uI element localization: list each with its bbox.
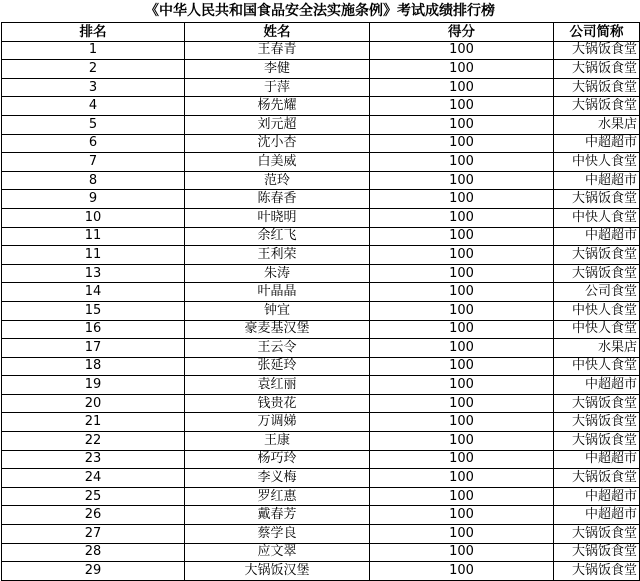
company-cell: 大锅饭食堂: [554, 41, 640, 60]
score-cell: 100: [370, 320, 554, 339]
score-cell: 100: [370, 134, 554, 153]
company-cell: 大锅饭食堂: [554, 562, 640, 581]
name-cell: 钱贵花: [185, 394, 370, 413]
company-cell: 大锅饭食堂: [554, 97, 640, 116]
company-cell: 中超超市: [554, 227, 640, 246]
score-cell: 100: [370, 97, 554, 116]
name-cell: 万调娣: [185, 413, 370, 432]
score-cell: 100: [370, 450, 554, 469]
score-cell: 100: [370, 301, 554, 320]
table-row: [2, 97, 640, 116]
company-cell: 大锅饭食堂: [554, 394, 640, 413]
name-cell: 叶晓明: [185, 208, 370, 227]
score-cell: 100: [370, 413, 554, 432]
company-cell: 大锅饭食堂: [554, 432, 640, 451]
score-cell: 100: [370, 227, 554, 246]
score-cell: 100: [370, 246, 554, 265]
rank-cell: 27: [2, 525, 185, 544]
table-row: [2, 115, 640, 134]
score-cell: 100: [370, 487, 554, 506]
name-cell: 杨巧玲: [185, 450, 370, 469]
rank-cell: 22: [2, 432, 185, 451]
name-cell: 蔡学良: [185, 525, 370, 544]
score-cell: 100: [370, 394, 554, 413]
score-cell: 100: [370, 525, 554, 544]
header-rank: 排名: [2, 23, 185, 42]
company-cell: 大锅饭食堂: [554, 60, 640, 79]
score-cell: 100: [370, 562, 554, 581]
company-cell: 大锅饭食堂: [554, 543, 640, 562]
table-row: [2, 469, 640, 488]
table-row: [2, 153, 640, 172]
table-row: [2, 190, 640, 209]
table-row: [2, 208, 640, 227]
header-score: 得分: [370, 23, 554, 42]
rank-cell: 10: [2, 208, 185, 227]
name-cell: 王利荣: [185, 246, 370, 265]
score-cell: 100: [370, 264, 554, 283]
table-row: [2, 171, 640, 190]
score-cell: 100: [370, 115, 554, 134]
rank-cell: 25: [2, 487, 185, 506]
table-row: [2, 506, 640, 525]
table-row: [2, 543, 640, 562]
rank-cell: 7: [2, 153, 185, 172]
score-cell: 100: [370, 432, 554, 451]
rank-cell: 9: [2, 190, 185, 209]
name-cell: 王春青: [185, 41, 370, 60]
header-company: 公司简称: [554, 23, 640, 42]
company-cell: 中快人食堂: [554, 357, 640, 376]
rank-cell: 13: [2, 264, 185, 283]
rank-cell: 24: [2, 469, 185, 488]
company-cell: 大锅饭食堂: [554, 469, 640, 488]
rank-cell: 29: [2, 562, 185, 581]
name-cell: 张延玲: [185, 357, 370, 376]
score-cell: 100: [370, 208, 554, 227]
ranking-table: [1, 22, 640, 581]
company-cell: 中快人食堂: [554, 301, 640, 320]
rank-cell: 6: [2, 134, 185, 153]
score-cell: 100: [370, 506, 554, 525]
table-row: [2, 60, 640, 79]
name-cell: 王康: [185, 432, 370, 451]
header-name: 姓名: [185, 23, 370, 42]
company-cell: 大锅饭食堂: [554, 190, 640, 209]
table-row: [2, 487, 640, 506]
rank-cell: 21: [2, 413, 185, 432]
table-row: [2, 134, 640, 153]
company-cell: 中超超市: [554, 487, 640, 506]
name-cell: 李健: [185, 60, 370, 79]
rank-cell: 3: [2, 78, 185, 97]
table-row: [2, 264, 640, 283]
table-row: [2, 301, 640, 320]
name-cell: 叶晶晶: [185, 283, 370, 302]
score-cell: 100: [370, 283, 554, 302]
score-cell: 100: [370, 153, 554, 172]
score-cell: 100: [370, 357, 554, 376]
rank-cell: 14: [2, 283, 185, 302]
company-cell: 中超超市: [554, 376, 640, 395]
table-row: [2, 339, 640, 358]
name-cell: 大锅饭汉堡: [185, 562, 370, 581]
table-row: [2, 246, 640, 265]
company-cell: 中超超市: [554, 506, 640, 525]
table-row: [2, 413, 640, 432]
rank-cell: 2: [2, 60, 185, 79]
name-cell: 朱涛: [185, 264, 370, 283]
name-cell: 白美威: [185, 153, 370, 172]
company-cell: 中超超市: [554, 450, 640, 469]
sheet-title: 《中华人民共和国食品安全法实施条例》考试成绩排行榜: [145, 3, 495, 19]
company-cell: 大锅饭食堂: [554, 525, 640, 544]
name-cell: 余红飞: [185, 227, 370, 246]
rank-cell: 16: [2, 320, 185, 339]
company-cell: 水果店: [554, 115, 640, 134]
name-cell: 豪麦基汉堡: [185, 320, 370, 339]
company-cell: 公司食堂: [554, 283, 640, 302]
table-row: [2, 394, 640, 413]
rank-cell: 23: [2, 450, 185, 469]
rank-cell: 11: [2, 246, 185, 265]
rank-cell: 20: [2, 394, 185, 413]
name-cell: 罗红惠: [185, 487, 370, 506]
rank-cell: 15: [2, 301, 185, 320]
company-cell: 中超超市: [554, 171, 640, 190]
table-row: [2, 41, 640, 60]
table-row: [2, 78, 640, 97]
table-row: [2, 320, 640, 339]
score-cell: 100: [370, 78, 554, 97]
score-cell: 100: [370, 543, 554, 562]
table-row: [2, 450, 640, 469]
rank-cell: 19: [2, 376, 185, 395]
company-cell: 水果店: [554, 339, 640, 358]
rank-cell: 8: [2, 171, 185, 190]
header-row: [2, 23, 640, 42]
table-row: [2, 525, 640, 544]
rank-cell: 11: [2, 227, 185, 246]
rank-cell: 18: [2, 357, 185, 376]
table-row: [2, 283, 640, 302]
table-body: [2, 41, 640, 580]
company-cell: 中快人食堂: [554, 153, 640, 172]
score-cell: 100: [370, 190, 554, 209]
name-cell: 钟宜: [185, 301, 370, 320]
table-row: [2, 227, 640, 246]
score-cell: 100: [370, 41, 554, 60]
table-row: [2, 432, 640, 451]
table-row: [2, 376, 640, 395]
score-cell: 100: [370, 469, 554, 488]
score-cell: 100: [370, 339, 554, 358]
company-cell: 大锅饭食堂: [554, 246, 640, 265]
rank-cell: 5: [2, 115, 185, 134]
score-cell: 100: [370, 60, 554, 79]
name-cell: 戴春芳: [185, 506, 370, 525]
company-cell: 中快人食堂: [554, 320, 640, 339]
table-row: [2, 357, 640, 376]
rank-cell: 17: [2, 339, 185, 358]
rank-cell: 28: [2, 543, 185, 562]
name-cell: 王云令: [185, 339, 370, 358]
name-cell: 刘元超: [185, 115, 370, 134]
name-cell: 沈小杏: [185, 134, 370, 153]
name-cell: 于萍: [185, 78, 370, 97]
name-cell: 陈春香: [185, 190, 370, 209]
name-cell: 范玲: [185, 171, 370, 190]
rank-cell: 1: [2, 41, 185, 60]
rank-cell: 26: [2, 506, 185, 525]
table-row: [2, 562, 640, 581]
score-cell: 100: [370, 376, 554, 395]
name-cell: 李义梅: [185, 469, 370, 488]
score-cell: 100: [370, 171, 554, 190]
company-cell: 中超超市: [554, 134, 640, 153]
name-cell: 杨先耀: [185, 97, 370, 116]
company-cell: 中快人食堂: [554, 208, 640, 227]
name-cell: 应文翠: [185, 543, 370, 562]
company-cell: 大锅饭食堂: [554, 413, 640, 432]
company-cell: 大锅饭食堂: [554, 78, 640, 97]
name-cell: 袁红丽: [185, 376, 370, 395]
company-cell: 大锅饭食堂: [554, 264, 640, 283]
rank-cell: 4: [2, 97, 185, 116]
